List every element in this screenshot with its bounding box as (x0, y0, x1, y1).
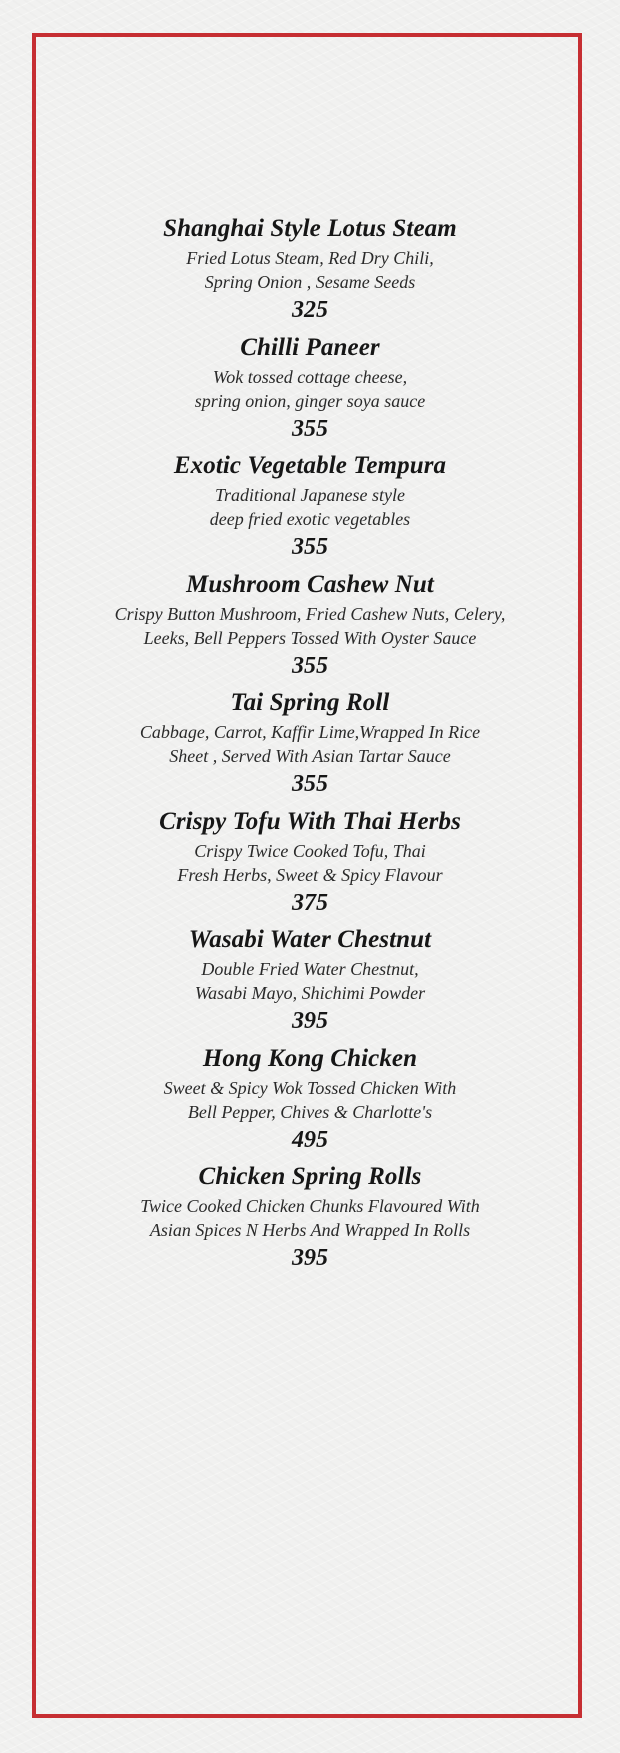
item-description-line: Twice Cooked Chicken Chunks Flavoured With (140, 1196, 480, 1216)
item-name: Wasabi Water Chestnut (188, 926, 432, 953)
item-description-line: Wok tossed cottage cheese, (212, 366, 408, 387)
item-name: Mushroom Cashew Nut (186, 570, 434, 598)
item-description-line: Bell Pepper, Chives & Charlotte's (187, 1101, 433, 1122)
item-description-line: Fried Lotus Steam, Red Dry Chili, (186, 248, 434, 268)
item-description-line: Wasabi Mayo, Shichimi Powder (194, 983, 426, 1003)
item-description (36, 720, 584, 768)
item-price: 375 (292, 889, 328, 916)
item-description-line: Asian Spices N Herbs And Wrapped In Rolls (149, 1220, 471, 1240)
item-price: 395 (292, 1008, 328, 1034)
menu-item (36, 1044, 584, 1163)
item-description-line: Traditional Japanese style (215, 485, 405, 505)
menu-item (36, 214, 584, 333)
item-name: Shanghai Style Lotus Steam (163, 215, 457, 242)
menu-item (36, 1162, 584, 1281)
item-description (36, 365, 584, 413)
item-name: Chicken Spring Rolls (198, 1163, 422, 1190)
item-name: Hong Kong Chicken (202, 1044, 418, 1072)
item-price: 355 (292, 652, 328, 679)
menu-item (36, 570, 584, 689)
item-description-line: Leeks, Bell Peppers Tossed With Oyster Sauce (143, 627, 477, 648)
item-description (36, 1194, 584, 1242)
item-description-line: Sheet , Served With Asian Tartar Sauce (169, 746, 451, 766)
menu-item (36, 688, 584, 807)
item-description-line: Spring Onion , Sesame Seeds (204, 272, 416, 292)
item-name: Crispy Tofu With Thai Herbs (159, 807, 461, 835)
item-description-line: Crispy Twice Cooked Tofu, Thai (194, 840, 426, 861)
menu-item (36, 807, 584, 926)
item-description (36, 602, 584, 650)
menu-list (36, 214, 584, 1281)
item-description (36, 957, 584, 1005)
item-price: 325 (292, 297, 328, 323)
item-description (36, 483, 584, 531)
item-price: 355 (292, 534, 328, 560)
item-description-line: Sweet & Spicy Wok Tossed Chicken With (163, 1077, 457, 1098)
item-name: Exotic Vegetable Tempura (173, 452, 447, 479)
item-description-line: spring onion, ginger soya sauce (194, 390, 426, 411)
item-description (36, 839, 584, 887)
item-description-line: Crispy Button Mushroom, Fried Cashew Nuts, Celery, (114, 603, 506, 624)
menu-item (36, 925, 584, 1044)
menu-item (36, 451, 584, 570)
item-description-line: deep fried exotic vegetables (209, 509, 411, 529)
item-price: 395 (292, 1245, 328, 1271)
item-description-line: Cabbage, Carrot, Kaffir Lime,Wrapped In Rice (139, 722, 481, 742)
menu-item (36, 333, 584, 452)
item-name: Chilli Paneer (240, 333, 380, 361)
item-price: 355 (292, 415, 328, 442)
item-price: 355 (292, 771, 328, 797)
item-name: Tai Spring Roll (230, 689, 390, 716)
item-price: 495 (292, 1126, 328, 1153)
item-description-line: Double Fried Water Chestnut, (201, 959, 419, 979)
item-description (36, 246, 584, 294)
item-description (36, 1076, 584, 1124)
item-description-line: Fresh Herbs, Sweet & Spicy Flavour (177, 864, 443, 885)
